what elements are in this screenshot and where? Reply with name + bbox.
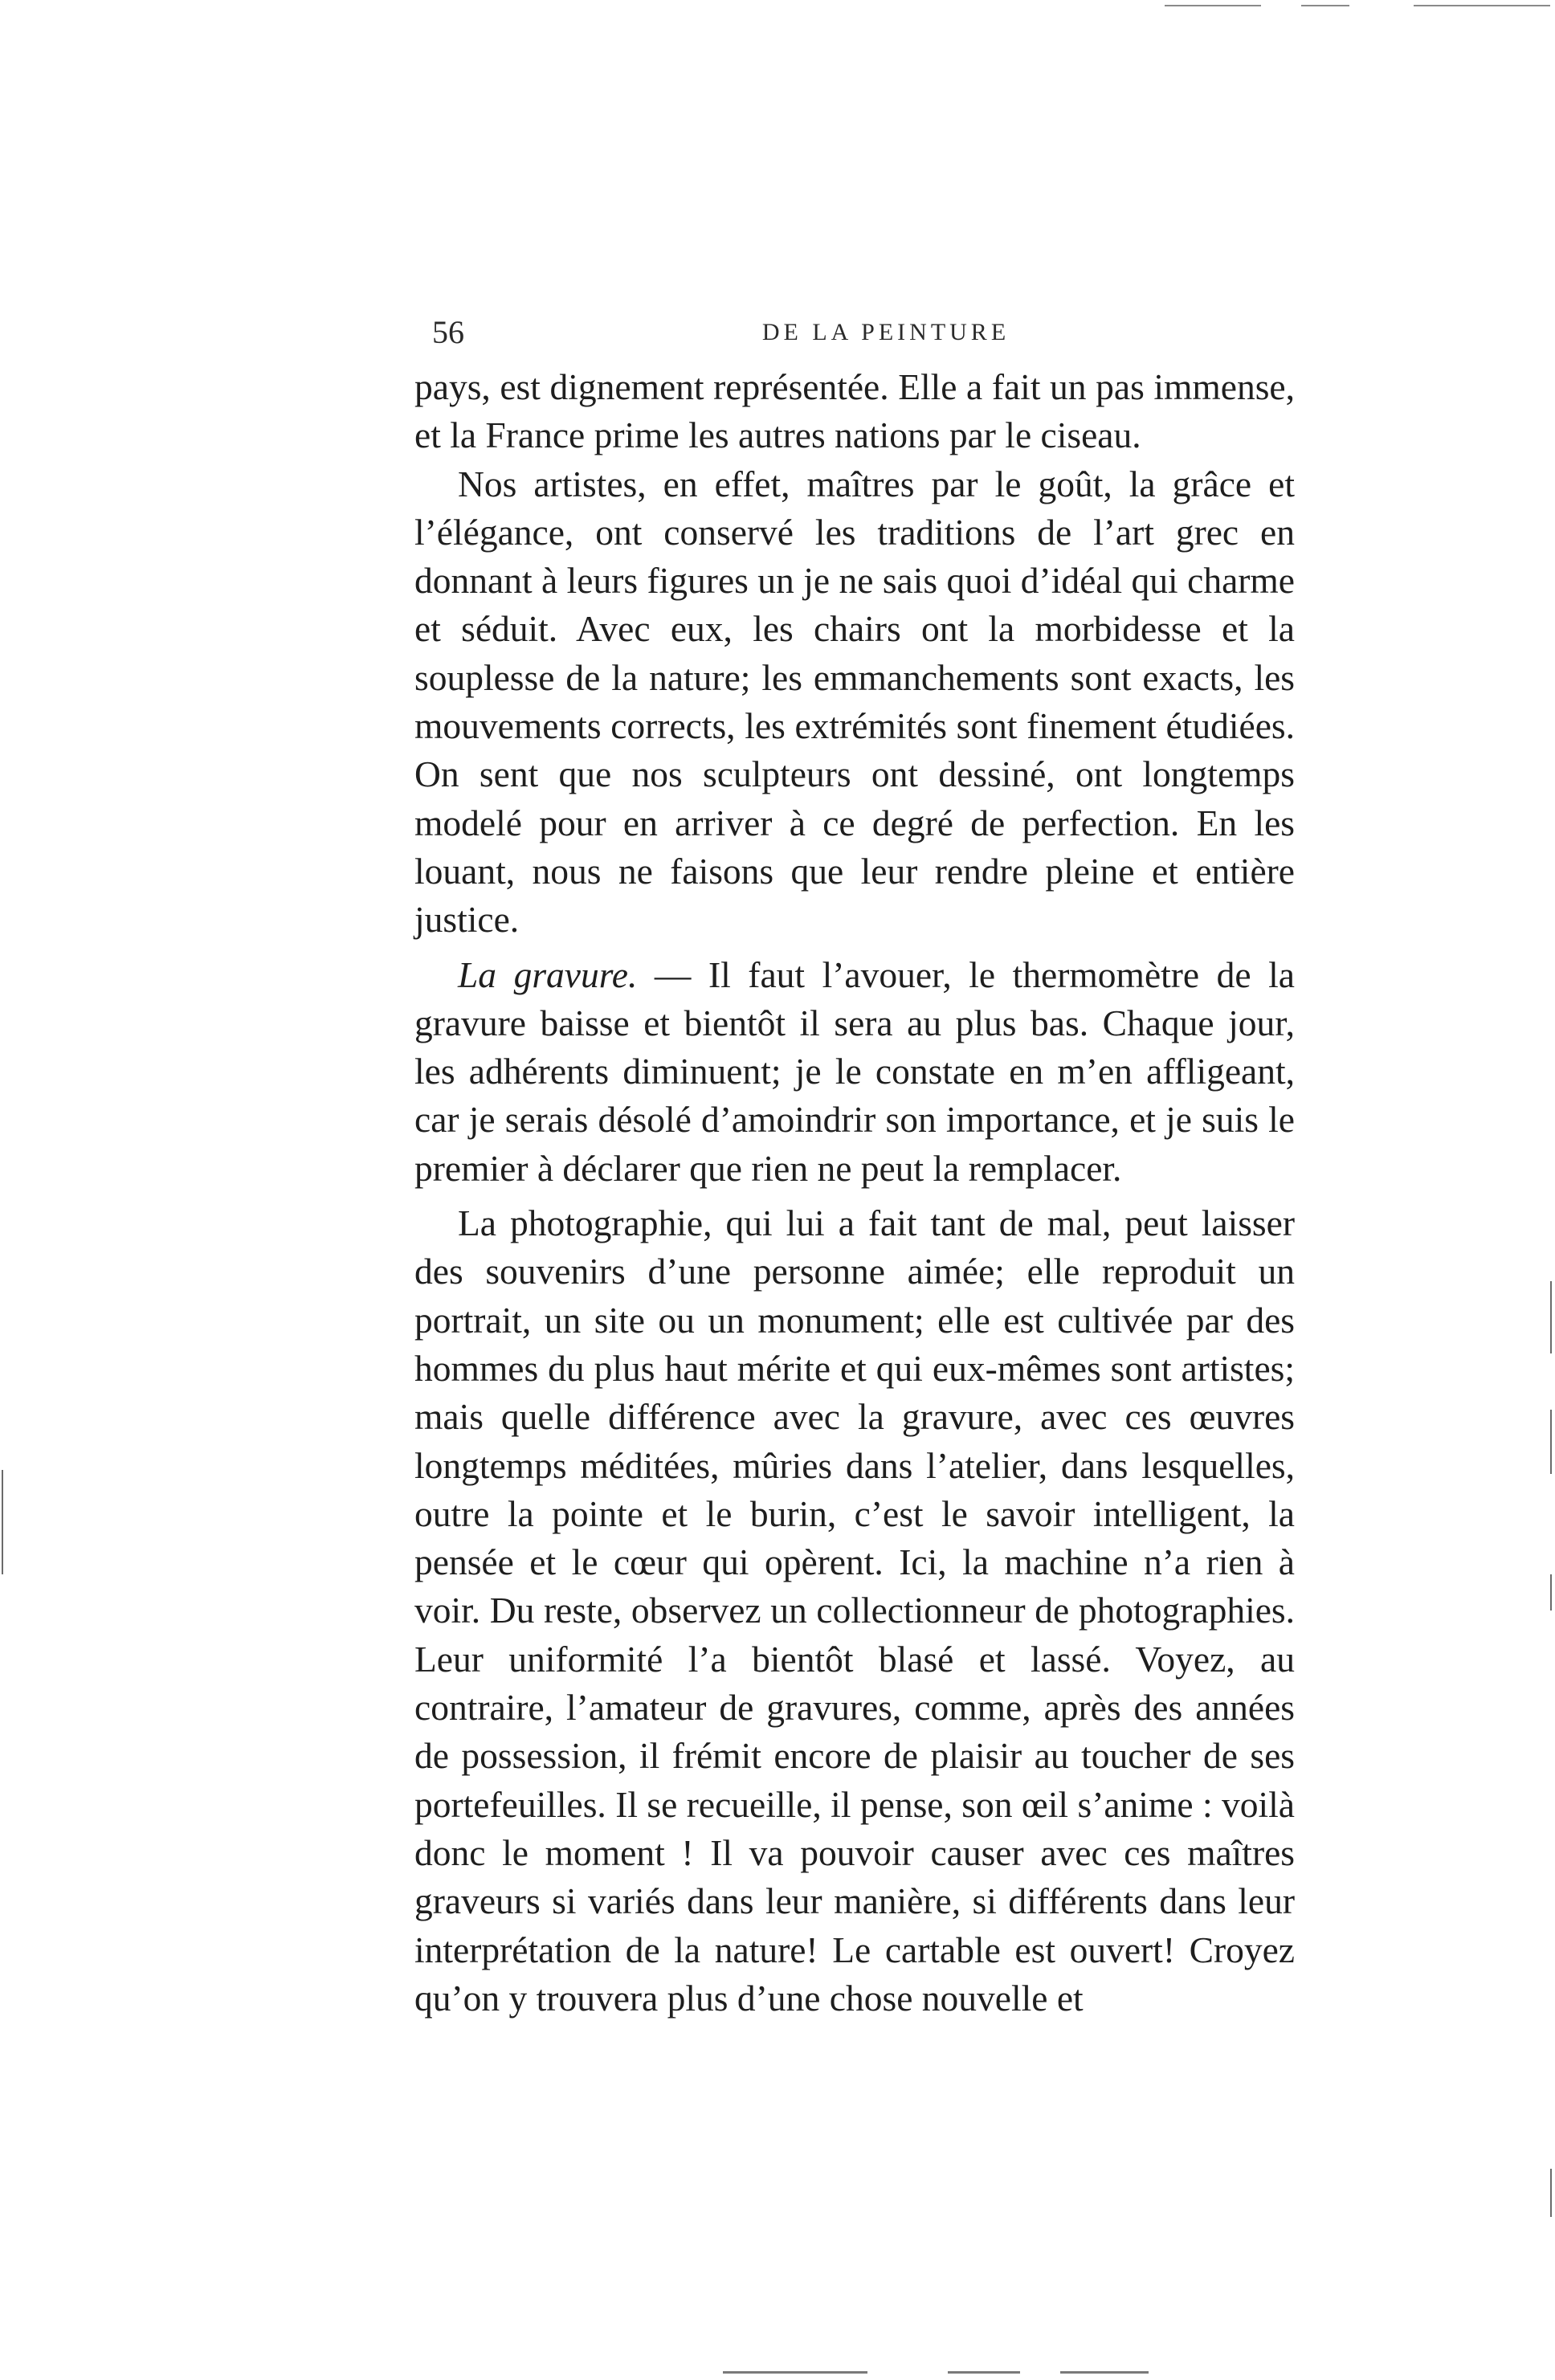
scan-edge-top [1301,5,1349,6]
scan-edge-top [1414,5,1550,6]
body-text [414,363,1295,2023]
paragraph-text: — Il faut l’avouer, le thermomètre de la gravure baisse et bientôt il sera au plus bas. Chaque jour, les adhérents diminuent; je le constate en m’en affligeant, car je serais désolé d’amoindrir son importance, et je suis le premier à déclarer que rien ne peut la remplacer. [414,953,1296,1189]
scan-edge-bottom [1060,2371,1149,2374]
paragraph [414,1199,1295,2023]
paragraph [414,363,1295,460]
paragraph-text: La photographie, qui lui a fait tant de mal, peut laisser des souvenirs d’une personne aimée; elle reproduit un portrait, un site ou un monument; elle est cultivée par des hommes du plus haut mérite et qui eux-mêmes sont artistes; mais quelle différence avec la gravure, avec ces œuvres longtemps méditées, mûries dans l’atelier, dans lesquelles, outre la pointe et le burin, c’est le savoir intelligent, la pensée et le cœur qui opèrent. Ici, la machine n’a rien à voir. Du reste, observez un collectionneur de photographies. Leur uniformité l’a bientôt blasé et lassé. Voyez, au contraire, l’amateur de gravures, comme, après des années de possession, il frémit encore de plaisir au toucher de ses portefeuilles. Il se recueille, il pense, son œil s’anime : voilà donc le moment ! Il va pouvoir causer avec ces maîtres graveurs si variés dans leur manière, si différents dans leur interprétation de la nature! Le cartable est ouvert! Croyez qu’on y trouvera plus d’une chose nouvelle et [414,1202,1295,2019]
paragraph-text: pays, est dignement représentée. Elle a fait un pas immense, et la France prime les autres nations par le ciseau. [414,366,1295,456]
paragraph [414,951,1295,1193]
paragraph-text: Nos artistes, en effet, maîtres par le goût, la grâce et l’élégance, ont conservé les traditions de l’art grec en donnant à leurs figures un je ne sais quoi d’idéal qui charme et séduit. Avec eux, les chairs ont la morbidesse et la souplesse de la nature; les emmanchements sont exacts, les mouvements corrects, les extrémités sont finement étudiées. On sent que nos sculpteurs ont dessiné, ont longtemps modelé pour en arriver à ce degré de perfection. En les louant, nous ne faisons que leur rendre pleine et entière justice. [414,463,1295,941]
scan-edge-top [1165,5,1261,6]
section-lead-in: La gravure. [458,953,638,995]
running-head [432,308,1284,357]
scan-edge-bottom [723,2371,867,2374]
paragraph [414,460,1295,945]
page-number: 56 [432,314,464,350]
running-title: DE LA PEINTURE [761,319,1010,345]
scan-edge-mark [1550,1410,1552,1474]
scan-edge-mark [1550,2169,1552,2217]
scan-edge-mark [2,1470,3,1574]
scan-edge-mark [1550,1281,1552,1353]
scan-edge-bottom [948,2371,1020,2374]
scan-edge-mark [1550,1574,1552,1610]
